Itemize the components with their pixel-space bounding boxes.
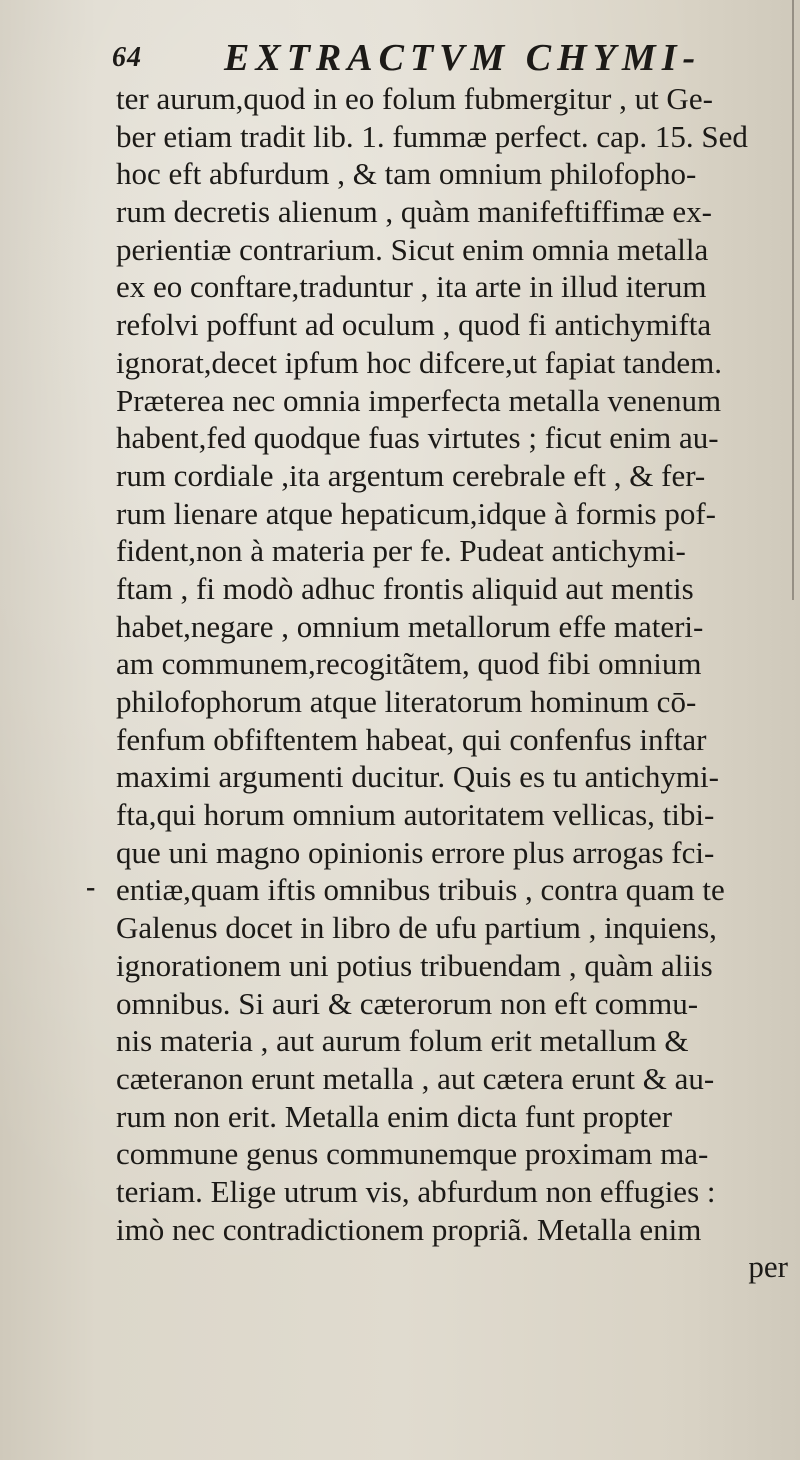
text-line: rum decretis alienum , quàm manifeftiffimæ ex- — [116, 194, 712, 230]
text-line: philofophorum atque literatorum hominum cō- — [116, 684, 697, 719]
text-line: rum non erit. Metalla enim dicta funt propter — [116, 1098, 673, 1134]
body-text — [116, 80, 792, 1286]
text-line: nis materia , aut aurum folum erit metallum & — [116, 1023, 689, 1059]
catchword: per — [748, 1249, 788, 1285]
text-line: commune genus communemque proximam ma- — [116, 1136, 709, 1172]
text-line: rum lienare atque hepaticum,idque à formis pof- — [116, 495, 716, 531]
text-line: omnibus. Si auri & cæterorum non eft commu- — [116, 985, 699, 1021]
text-line: fident,non à materia per fe. Pudeat antichymi- — [116, 533, 686, 569]
text-line: Præterea nec omnia imperfecta metalla venenum — [116, 382, 722, 418]
running-head: EXTRACTVM CHYMI- — [224, 37, 702, 79]
text-line: habent,fed quodque fuas virtutes ; ficut enim au- — [116, 420, 719, 456]
text-line: que uni magno opinionis errore plus arrogas fci- — [116, 834, 715, 870]
page-header — [112, 36, 752, 78]
text-line: maximi argumenti ducitur. Quis es tu antichymi- — [116, 759, 719, 795]
text-line: ex eo conftare,traduntur , ita arte in illud iterum — [116, 269, 707, 305]
text-line: fenfum obfiftentem habeat, qui confenfus inftar — [116, 721, 707, 757]
text-line: hoc eft abfurdum , & tam omnium philofopho- — [116, 156, 697, 192]
text-line: imò nec contradictionem propriã. Metalla enim — [116, 1211, 702, 1247]
text-line: ter aurum,quod in eo folum fubmergitur , ut Ge- — [116, 81, 713, 116]
margin-mark: - — [86, 872, 96, 903]
text-line: habet,negare , omnium metallorum effe materi- — [116, 608, 704, 644]
text-line: ignorat,decet ipfum hoc difcere,ut fapiat tandem. — [116, 344, 722, 380]
text-line: am communem,recogitãtem, quod fibi omnium — [116, 646, 702, 682]
text-line: cæteranon erunt metalla , aut cætera erunt & au- — [116, 1060, 715, 1096]
text-line: entiæ,quam iftis omnibus tribuis , contra quam te — [116, 872, 725, 908]
text-line: ber etiam tradit lib. 1. fummæ perfect. cap. 15. Sed — [116, 118, 748, 154]
text-line: fta,qui horum omnium autoritatem vellicas, tibi- — [116, 797, 715, 833]
page-number: 64 — [112, 42, 142, 73]
text-line: ignorationem uni potius tribuendam , quàm aliis — [116, 947, 713, 983]
text-line: Galenus docet in libro de ufu partium , inquiens, — [116, 910, 717, 946]
text-line: perientiæ contrarium. Sicut enim omnia metalla — [116, 231, 709, 267]
text-line: refolvi poffunt ad oculum , quod fi antichymifta — [116, 307, 712, 343]
text-line: ftam , fi modò adhuc frontis aliquid aut mentis — [116, 570, 694, 606]
text-line: teriam. Elige utrum vis, abfurdum non effugies : — [116, 1173, 716, 1209]
text-line: rum cordiale ,ita argentum cerebrale eft , & fer- — [116, 457, 706, 493]
